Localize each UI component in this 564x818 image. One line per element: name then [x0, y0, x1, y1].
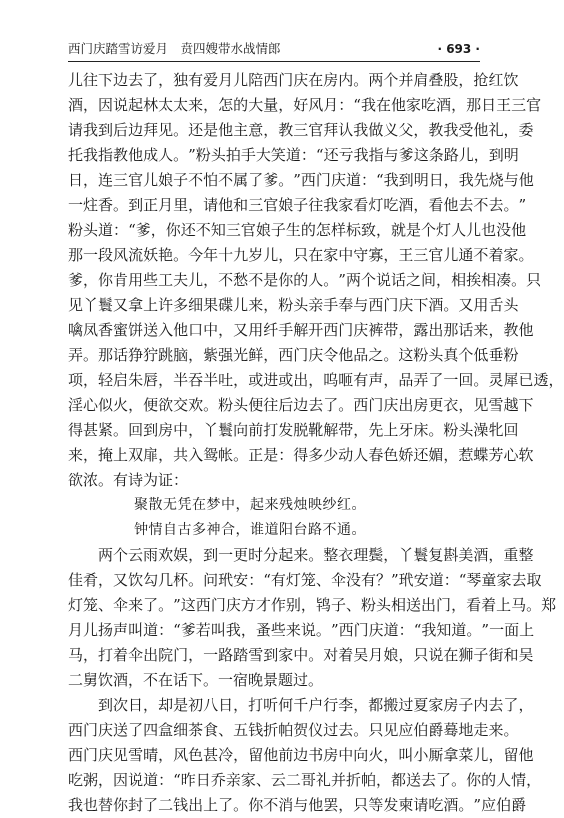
- text-line: 灯 笼 、 伞 来 了 。 ” 这 西 门 庆 方 才 作 别 ， 鸨 子 、 粉 头 相 送 出 门 ， 看 着 上 马 。 郑: [68, 596, 557, 614]
- text-line: 日 ， 连 三 官 儿 娘 子 不 怕 不 属 了 爹 。 ” 西 门 庆 道 ： “ 我 到 明 日 ， 我 先 烧 与 他: [68, 171, 534, 189]
- text-line: 到 次 日 ， 却 是 初 八 日 ， 打 听 何 千 户 行 李 ， 都 搬 过 夏 家 房 子 内 去 了 ，: [98, 696, 534, 714]
- text-line: 托 我 指 教 他 成 人 。 ” 粉 头 拍 手 大 笑 道 ： “ 还 亏 我 指 与 爹 这 条 路 儿 ， 到 明: [68, 146, 519, 164]
- body-text: [68, 68, 564, 818]
- text-line: 西 门 庆 送 了 四 盒 细 茶 食 、 五 钱 折 帕 贺 仪 过 去 。 只 见 应 伯 爵 蓦 地 走 来 。: [68, 721, 519, 739]
- text-line: 粉 头 道 ： “ 爹 ， 你 还 不 知 三 官 娘 子 生 的 怎 样 标 致 ， 就 是 个 灯 人 儿 也 没 他: [68, 221, 527, 239]
- text-line: 淫 心 似 火 ， 便 欲 交 欢 。 粉 头 便 往 后 边 去 了 。 西 门 庆 出 房 更 衣 ， 见 雪 越 下: [68, 396, 534, 414]
- text-line: 来 ， 掩 上 双 扉 ， 共 入 鸳 帐 。 正 是 ： 得 多 少 动 人 春 色 娇 还 媚 ， 惹 蝶 芳 心 软: [68, 446, 534, 464]
- text-line: 吃 粥 ， 因 说 道 ： “ 昨 日 乔 亲 家 、 云 二 哥 礼 并 折 帕 ， 都 送 去 了 。 你 的 人 情 ，: [68, 771, 542, 789]
- header-rule: [68, 61, 480, 62]
- text-line: 酒 ， 因 说 起 林 太 太 来 ， 怎 的 大 量 ， 好 风 月 ： “ 我 在 他 家 吃 酒 ， 那 日 王 三 官: [68, 96, 542, 114]
- text-line: 二舅饮酒，不在话下。一宿晚景题过。: [68, 671, 324, 689]
- running-header: [68, 40, 480, 58]
- text-line: 欲浓。有诗为证：: [68, 471, 189, 489]
- text-line: 那 一 段 风 流 妖 艳 。 今 年 十 九 岁 儿 ， 只 在 家 中 守 寡 ， 王 三 官 儿 通 不 着 家 。: [68, 246, 534, 264]
- text-line: 噙 凤 香 蜜 饼 送 入 他 口 中 ， 又 用 纤 手 解 开 西 门 庆 裤 带 ， 露 出 那 话 来 ， 教 他: [68, 321, 534, 339]
- text-line: 得 甚 紧 。 回 到 房 中 ， 丫 鬟 向 前 打 发 脱 靴 解 带 ， 先 上 牙 床 。 粉 头 澡 牝 回: [68, 421, 519, 439]
- poem-line: 钟情自古多神合，谁道阳台路不通。: [134, 522, 366, 538]
- text-line: 两 个 云 雨 欢 娱 ， 到 一 更 时 分 起 来 。 整 衣 理 鬓 ， 丫 鬟 复 斟 美 酒 ， 重 整: [98, 546, 534, 564]
- page-number: · 693 ·: [437, 42, 480, 56]
- text-line: 佳 肴 ， 又 饮 勾 几 杯 。 问 玳 安 ： “ 有 灯 笼 、 伞 没 有 ？ ” 玳 安 道 ： “ 琴 童 家 去 取: [68, 571, 542, 589]
- text-line: 月 儿 扬 声 叫 道 ： “ 爹 若 叫 我 ， 蚤 些 来 说 。 ” 西 门 庆 道 ： “ 我 知 道 。 ” 一 面 上: [68, 621, 535, 639]
- text-line: 马 ， 打 着 伞 出 院 门 ， 一 路 踏 雪 到 家 中 。 对 着 吴 月 娘 ， 只 说 在 狮 子 街 和 吴: [68, 646, 534, 664]
- chapter-title: 西门庆踏雪访爱月 贲四嫂带水战情郎: [68, 41, 281, 56]
- text-line: 西 门 庆 见 雪 晴 ， 风 色 甚 冷 ， 留 他 前 边 书 房 中 向 火 ， 叫 小 厮 拿 菜 儿 ， 留 他: [68, 746, 534, 764]
- text-line: 一 炷 香 。 到 正 月 里 ， 请 他 和 三 官 娘 子 往 我 家 看 灯 吃 酒 ， 看 他 去 不 去 。 ”: [68, 196, 527, 214]
- text-line: 弄 。 那 话 狰 狞 跳 脑 ， 紫 强 光 鲜 ， 西 门 庆 令 他 品 之 。 这 粉 头 真 个 低 垂 粉: [68, 346, 519, 364]
- text-line: 我 也 替 你 封 了 二 钱 出 上 了 。 你 不 消 与 他 罢 ， 只 等 发 柬 请 吃 酒 。 ” 应 伯 爵: [68, 796, 527, 814]
- text-line: 爹 ， 你 肯 用 些 工 夫 儿 ， 不 愁 不 是 你 的 人 。 ” 两 个 说 话 之 间 ， 相 挨 相 凑 。 只: [68, 271, 542, 289]
- text-line: 项 ， 轻 启 朱 唇 ， 半 吞 半 吐 ， 或 进 或 出 ， 呜 咂 有 声 ， 品 弄 了 一 回 。 灵 犀 已 透 ，: [68, 371, 564, 389]
- text-line: 见 丫 鬟 又 拿 上 许 多 细 果 碟 儿 来 ， 粉 头 亲 手 奉 与 西 门 庆 下 酒 。 又 用 舌 头: [68, 296, 519, 314]
- text-line: 请 我 到 后 边 拜 见 。 还 是 他 主 意 ， 教 三 官 拜 认 我 做 义 父 ， 教 我 受 他 礼 ， 委: [68, 121, 534, 139]
- text-line: 儿 往 下 边 去 了 ， 独 有 爱 月 儿 陪 西 门 庆 在 房 内 。 两 个 并 肩 叠 股 ， 抢 红 饮: [68, 71, 519, 89]
- poem-line: 聚散无凭在梦中，起来残烛映纱红。: [134, 497, 366, 513]
